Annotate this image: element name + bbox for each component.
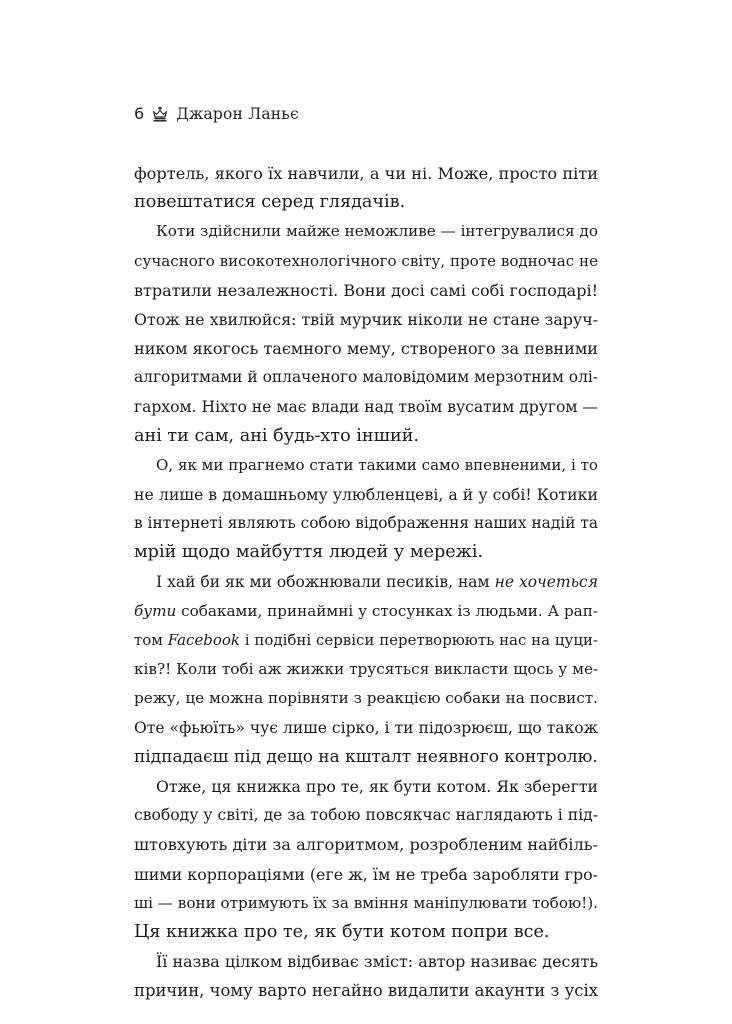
text-line: І хай би як ми обожнювали песиків, нам не хочеться [156, 572, 599, 591]
text-line: причин, чому варто негайно видалити акаунти з усіх [134, 981, 598, 1001]
text-line: свободу у світі, де за тобою повсякчас наглядають і під- [134, 806, 598, 825]
text-line: том Facebook і подібні сервіси перетворюють нас на цуци- [134, 631, 598, 649]
text-line: алгоритмами й оплаченого маловідомим мерзотним олі- [134, 368, 598, 387]
text-line: ків?! Коли тобі аж жижки трусяться викласти щось у ме- [134, 660, 599, 679]
body-text [134, 159, 598, 1005]
text-line: режу, це можна порівняти з реакцією собаки на посвист. [134, 689, 598, 708]
text-line: повештатися серед глядачів. [134, 192, 406, 213]
text-line: Оте «фьюїть» чує лише сірко, і ти підозрюєш, що також [134, 718, 598, 737]
text-line: бути собаками, принаймні у стосунках із людьми. А рап- [134, 601, 598, 620]
text-line: підпадаєш під дещо на кшталт неявного контролю. [134, 746, 598, 767]
text-line: мрій щодо майбуття людей у мережі. [134, 542, 484, 563]
italic-phrase: бути [134, 601, 177, 620]
text-line: ником якогось таємного мему, створеного за певними [134, 339, 598, 359]
text-line: в інтернеті являють собою відображення наших надій та [134, 514, 598, 533]
text-line: втратили незалежності. Вони досі самі собі господарі! [134, 280, 598, 300]
text-line: Коти здійснили майже неможливе — інтегрувалися до [156, 222, 598, 241]
text-line: Ця книжка про те, як бути котом попри все. [134, 921, 550, 942]
text-line: ші — вони отримують їх за вміння маніпулювати тобою!). [134, 893, 598, 912]
page-number: 6 [134, 104, 145, 123]
text-line: штовхують діти за алгоритмом, розробленим найбіль- [134, 835, 598, 855]
italic-phrase: не хочеться [494, 572, 599, 591]
chess-queen-icon [151, 106, 169, 122]
text-line: фортель, якого їх навчили, а чи ні. Може, просто піти [134, 164, 598, 183]
text-line: сучасного високотехнологічного світу, проте водночас не [134, 251, 598, 270]
text-line: О, як ми прагнемо стати такими само впевненими, і то [156, 455, 598, 474]
italic-brand: Facebook [167, 631, 240, 649]
text-line: шими корпораціями (еге ж, їм не треба заробляти гро- [134, 864, 598, 884]
text-line: гархом. Ніхто не має влади над твоїм вусатим другом — [134, 397, 598, 416]
page-header [134, 104, 299, 124]
text-line: ані ти сам, ані будь-хто інший. [134, 425, 420, 446]
text-line: Отже, ця книжка про те, як бути котом. Як зберегти [156, 776, 598, 796]
running-head: Джарон Ланьє [176, 105, 299, 123]
text-line: Отож не хвилюйся: твій мурчик ніколи не стане заруч- [134, 309, 598, 329]
text-line: не лише в домашньому улюбленцеві, а й у собі! Котики [134, 485, 598, 505]
text-line: Її назва цілком відбиває зміст: автор називає десять [156, 952, 599, 972]
